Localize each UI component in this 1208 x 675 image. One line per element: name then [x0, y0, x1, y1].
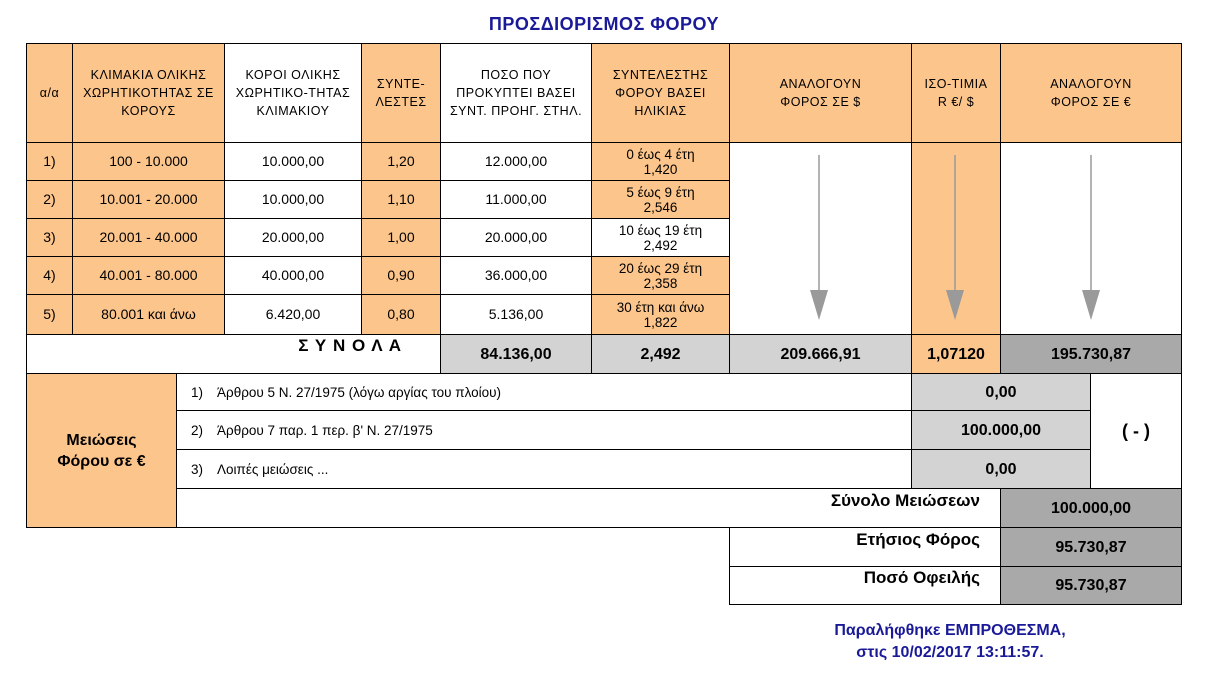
header-rate: ΙΣΟ-ΤΙΜΙΑ R €/ $ [911, 43, 1001, 143]
row-5-no: 5) [26, 294, 73, 335]
totals-tax-usd: 209.666,91 [729, 334, 912, 374]
reduction-3-text: Λοιπές μειώσεις ... [217, 461, 329, 477]
receipt-line-1: Παραλήφθηκε ΕΜΠΡΟΘΕΣΜΑ, [834, 622, 1066, 639]
row-5-age: 30 έτη και άνω 1,822 [591, 294, 730, 335]
reduction-3-value: 0,00 [911, 449, 1091, 489]
reductions-total-label: Σύνολο Μειώσεων [830, 491, 980, 510]
row-1-amount: 12.000,00 [440, 142, 592, 181]
annual-tax-value: 95.730,87 [1000, 527, 1182, 567]
row-2-amount: 11.000,00 [440, 180, 592, 219]
reductions-total-row [176, 488, 1001, 528]
reductions-total-value: 100.000,00 [1000, 488, 1182, 528]
totals-amount: 84.136,00 [440, 334, 592, 374]
receipt-line-2: στις 10/02/2017 13:11:57. [856, 644, 1044, 661]
reduction-1-row [176, 373, 912, 411]
reduction-2-no: 2) [191, 422, 204, 438]
row-5-coef: 0,80 [361, 294, 441, 335]
row-2-bracket: 10.001 - 20.000 [72, 180, 225, 219]
header-aa: α/α [26, 43, 73, 143]
header-age-coefficient: ΣΥΝΤΕΛΕΣΤΗΣ ΦΟΡΟΥ ΒΑΣΕΙ ΗΛΙΚΙΑΣ [591, 43, 730, 143]
reductions-label: Μειώσεις Φόρου σε € [26, 373, 177, 528]
row-4-amount: 36.000,00 [440, 256, 592, 295]
annual-tax-label: Ετήσιος Φόρος [856, 530, 980, 549]
row-1-no: 1) [26, 142, 73, 181]
reduction-1-value: 0,00 [911, 373, 1091, 411]
reduction-1-text: Άρθρου 5 Ν. 27/1975 (λόγω αργίας του πλοίου) [217, 384, 502, 400]
reduction-3-no: 3) [191, 461, 204, 477]
annual-tax-label-cell [729, 527, 1001, 567]
amount-due-value: 95.730,87 [1000, 566, 1182, 605]
amount-due-label-cell [729, 566, 1001, 605]
reduction-2-text: Άρθρου 7 παρ. 1 περ. β' Ν. 27/1975 [217, 422, 433, 438]
row-4-age: 20 έως 29 έτη 2,358 [591, 256, 730, 295]
row-4-coef: 0,90 [361, 256, 441, 295]
page-title: ΠΡΟΣΔΙΟΡΙΣΜΟΣ ΦΟΡΟΥ [488, 14, 720, 34]
row-3-bracket: 20.001 - 40.000 [72, 218, 225, 257]
row-2-no: 2) [26, 180, 73, 219]
row-3-coef: 1,00 [361, 218, 441, 257]
reduction-2-row [176, 410, 912, 450]
totals-label: Σ Υ Ν Ο Λ Α [298, 336, 402, 355]
header-amount: ΠΟΣΟ ΠΟΥ ΠΡΟΚΥΠΤΕΙ ΒΑΣΕΙ ΣΥΝΤ. ΠΡΟΗΓ. ΣΤΗΛ. [440, 43, 592, 143]
arrow-down-icon [944, 155, 966, 325]
row-3-amount: 20.000,00 [440, 218, 592, 257]
row-3-age: 10 έως 19 έτη 2,492 [591, 218, 730, 257]
row-1-age: 0 έως 4 έτη 1,420 [591, 142, 730, 181]
row-2-coef: 1,10 [361, 180, 441, 219]
arrow-down-icon [808, 155, 830, 325]
header-tax-usd: ΑΝΑΛΟΓΟΥΝ ΦΟΡΟΣ ΣΕ $ [729, 43, 912, 143]
reduction-2-value: 100.000,00 [911, 410, 1091, 450]
row-5-tonnage: 6.420,00 [224, 294, 362, 335]
totals-label-cell [26, 334, 441, 374]
receipt-note [780, 620, 1120, 664]
header-brackets: ΚΛΙΜΑΚΙΑ ΟΛΙΚΗΣ ΧΩΡΗΤΙΚΟΤΗΤΑΣ ΣΕ ΚΟΡΟΥΣ [72, 43, 225, 143]
row-4-bracket: 40.001 - 80.000 [72, 256, 225, 295]
header-tonnage: ΚΟΡΟΙ ΟΛΙΚΗΣ ΧΩΡΗΤΙΚΟ-ΤΗΤΑΣ ΚΛΙΜΑΚΙΟΥ [224, 43, 362, 143]
row-5-bracket: 80.001 και άνω [72, 294, 225, 335]
row-1-tonnage: 10.000,00 [224, 142, 362, 181]
amount-due-label: Ποσό Οφειλής [863, 568, 980, 587]
row-4-no: 4) [26, 256, 73, 295]
row-4-tonnage: 40.000,00 [224, 256, 362, 295]
arrow-down-icon [1080, 155, 1102, 325]
reduction-1-no: 1) [191, 384, 204, 400]
totals-age: 2,492 [591, 334, 730, 374]
header-coefficients: ΣΥΝΤΕ-ΛΕΣΤΕΣ [361, 43, 441, 143]
totals-rate: 1,07120 [911, 334, 1001, 374]
row-1-bracket: 100 - 10.000 [72, 142, 225, 181]
row-5-amount: 5.136,00 [440, 294, 592, 335]
totals-tax-eur: 195.730,87 [1000, 334, 1182, 374]
row-2-age: 5 έως 9 έτη 2,546 [591, 180, 730, 219]
minus-sign: ( - ) [1090, 373, 1182, 489]
header-tax-eur: ΑΝΑΛΟΓΟΥΝ ΦΟΡΟΣ ΣΕ € [1000, 43, 1182, 143]
row-3-no: 3) [26, 218, 73, 257]
row-3-tonnage: 20.000,00 [224, 218, 362, 257]
row-1-coef: 1,20 [361, 142, 441, 181]
row-2-tonnage: 10.000,00 [224, 180, 362, 219]
reduction-3-row [176, 449, 912, 489]
